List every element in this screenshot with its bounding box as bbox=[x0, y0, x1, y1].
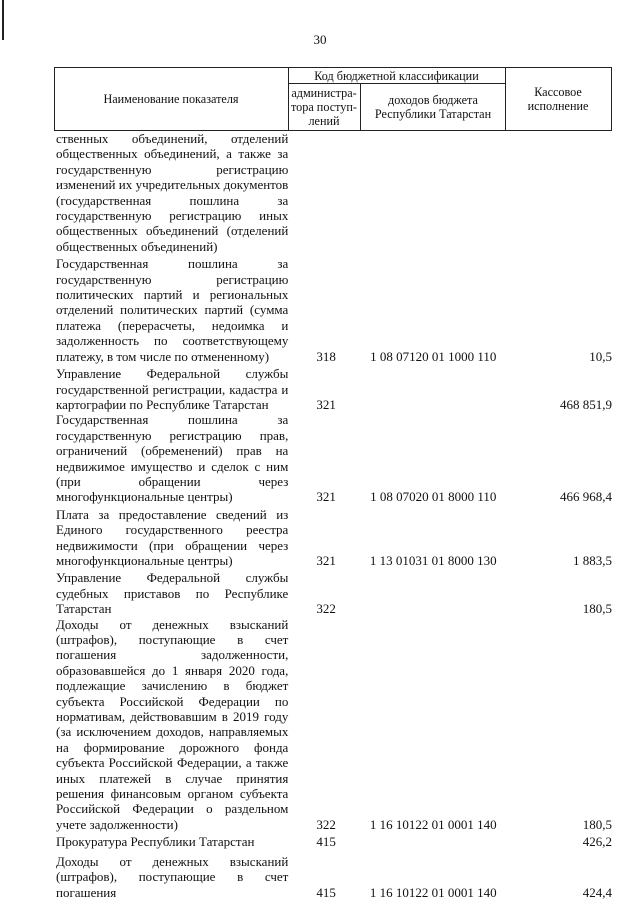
row-code: 1 08 07020 01 8000 110 bbox=[370, 489, 497, 505]
row-code: 1 08 07120 01 1000 110 bbox=[370, 348, 497, 364]
header-cash: Кассовое исполнение bbox=[527, 85, 589, 113]
table-header bbox=[54, 67, 612, 131]
row-name: ственных объединений, отделений общественных объединений, а также за государственную регистрацию изменений их учредительных документов (государственная пошлина за государственную регистрацию иных общественных объединений (отделений общественных объединений) bbox=[56, 131, 289, 254]
header-name: Наименование показателя bbox=[103, 92, 239, 106]
table-row bbox=[54, 570, 612, 616]
budget-table bbox=[54, 67, 612, 900]
row-admin: 415 bbox=[316, 884, 336, 900]
row-code: 1 16 10122 01 0001 140 bbox=[369, 884, 497, 900]
row-name: Плата за предоставление сведений из Единого государственного реестра недвижимости (при обращении через многофункциональные центры) bbox=[56, 506, 289, 568]
row-name: Государственная пошлина за государственную регистрацию прав, ограничений (обременений) прав на недвижимое имущество и сделок с ним (при обращении через многофункциональные центры) bbox=[56, 412, 289, 505]
row-admin: 322 bbox=[316, 601, 336, 617]
row-name: Доходы от денежных взысканий (штрафов), поступающие в счет погашения задолженности, образовавшейся до 1 января 2020 года, подлежащие зачислению в бюджет субъекта Российской Федерации по нормативам, действовавшим в 2019 году (за исключением доходов, направляемых на формирование дорожного фонда субъекта Российской Федерации, а также иных платежей в случае принятия решения финансовым органом субъекта Российской Федерации о раздельном учете задолженности) bbox=[56, 616, 289, 832]
row-code: 1 13 01031 01 8000 130 bbox=[369, 552, 497, 568]
row-amount: 468 851,9 bbox=[560, 396, 612, 412]
row-name: Государственная пошлина за государственную регистрацию политических партий и региональных отделений политических партий (сумма платежа (перерасчеты, недоимка и задолженность по соответствующему платежу, в том числе по отмененному) bbox=[56, 256, 289, 364]
table-row bbox=[54, 617, 612, 833]
row-name: Управление Федеральной службы судебных приставов по Республике Татарстан bbox=[56, 570, 289, 617]
table-row bbox=[54, 854, 612, 900]
row-name: Прокуратура Республики Татарстан bbox=[56, 834, 255, 850]
row-amount: 1 883,5 bbox=[573, 552, 612, 568]
row-amount: 10,5 bbox=[589, 348, 612, 364]
table-row bbox=[54, 412, 612, 504]
row-amount: 180,5 bbox=[582, 816, 612, 832]
header-admin: администра-тора поступ-лений bbox=[291, 86, 357, 128]
row-admin: 321 bbox=[316, 552, 336, 568]
row-code: 1 16 10122 01 0001 140 bbox=[369, 816, 497, 832]
row-admin: 321 bbox=[316, 396, 336, 412]
header-classification: Код бюджетной классификации bbox=[314, 68, 479, 83]
table-row bbox=[54, 507, 612, 569]
row-admin: 322 bbox=[316, 816, 336, 832]
row-amount: 426,2 bbox=[582, 834, 612, 850]
row-name: Управление Федеральной службы государственной регистрации, кадастра и картографии по Республике Татарстан bbox=[56, 366, 289, 412]
header-income: доходов бюджета Республики Татарстан bbox=[374, 93, 492, 121]
row-amount: 424,4 bbox=[582, 884, 612, 900]
table-row bbox=[54, 131, 612, 254]
table-row bbox=[54, 834, 612, 849]
row-admin: 318 bbox=[316, 348, 336, 364]
row-admin: 321 bbox=[316, 489, 336, 505]
row-name: Доходы от денежных взысканий (штрафов), поступающие в счет погашения bbox=[56, 853, 289, 900]
table-row bbox=[54, 256, 612, 364]
row-amount: 180,5 bbox=[582, 601, 612, 617]
table-row bbox=[54, 366, 612, 412]
page-number: 30 bbox=[313, 32, 327, 47]
row-amount: 466 968,4 bbox=[560, 489, 612, 505]
row-admin: 415 bbox=[316, 834, 336, 850]
